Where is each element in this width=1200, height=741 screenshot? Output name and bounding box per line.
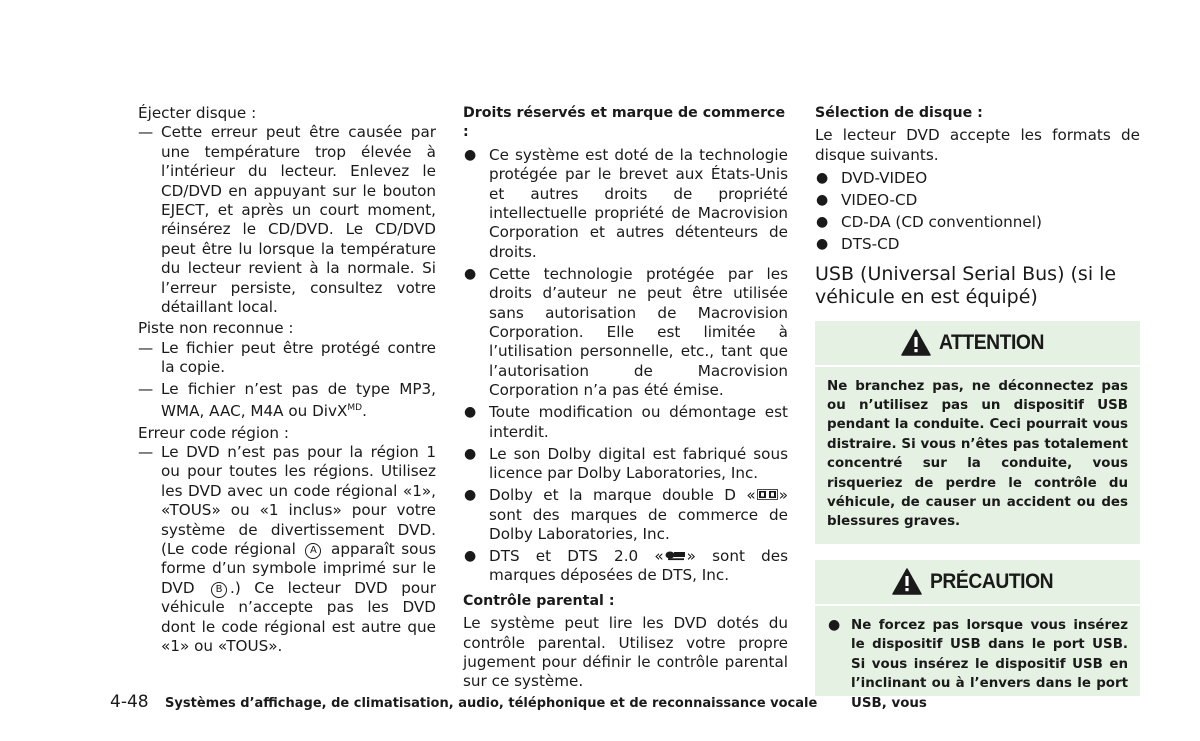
list-item [815, 169, 1140, 188]
region-text-a: Le DVD n’est pas pour la région 1 ou pour toutes les régions. Utilisez les DVD avec un code régional «1», «TOUS» ou «1 inclus» pour votre système de divertissement DVD. (Le code régional [161, 442, 436, 558]
list-item [463, 486, 788, 544]
warning-triangle-icon [892, 568, 922, 595]
rights-text-5b: » sont des marques de commerce de Dolby Laboratories, Inc. [489, 486, 788, 543]
rights-text-2: Cette technologie protégée par les droits d’auteur ne peut être utilisée sans autorisation de Macrovision Corporation. Elle est limitée à l’utilisation personnelle, etc., tant que l’autorisation de Macrovision Corporation n’a pas été émise. [489, 264, 788, 400]
list-item [463, 445, 788, 484]
dash-marker: — [138, 442, 154, 461]
precaution-header [815, 560, 1140, 606]
region-item [138, 443, 436, 656]
dash-marker: — [138, 123, 154, 142]
precaution-box [815, 560, 1140, 711]
track-item-2 [138, 380, 436, 422]
attention-box [815, 321, 1140, 544]
bullet-icon: ● [816, 192, 829, 209]
chapter-title: Systèmes d’affichage, de climatisation, audio, téléphonique et de reconnaissance vocale [165, 696, 818, 711]
parental-text: Le système peut lire les DVD dotés du contrôle parental. Utilisez votre propre jugement pour définir le contrôle parental sur ce système. [463, 614, 788, 691]
bullet-icon: ● [464, 487, 477, 504]
track-text-2: Le fichier n’est pas de type MP3, WMA, AAC, M4A ou DivX [161, 379, 436, 421]
list-item [463, 146, 788, 262]
format-item: DVD-VIDEO [841, 169, 928, 188]
precaution-title: PRÉCAUTION [929, 570, 1053, 594]
list-item [463, 547, 788, 586]
track-text-2-end: . [362, 402, 367, 421]
rights-text-1: Ce système est doté de la technologie protégée par le brevet aux États-Unis et autres droits de propriété intellectuelle propriété de Macrovision Corporation et autres détenteurs de droits. [489, 145, 788, 261]
page-footer [110, 692, 817, 712]
rights-text-6a: DTS et DTS 2.0 « [489, 546, 664, 565]
page-number: 4-48 [110, 692, 149, 712]
dash-marker: — [138, 338, 154, 357]
eject-text: Cette erreur peut être causée par une température trop élevée à l’intérieur du lecteur. Enlevez le CD/DVD en appuyant sur le bouton EJECT, et après un court moment, réinsérez le CD/DVD. Le CD/DVD peut être lu lorsque la température du lecteur revient à la normale. Si l’erreur persiste, consultez votre détaillant local. [161, 123, 436, 317]
usb-section-title: USB (Universal Serial Bus) (si le véhicule en est équipé) [815, 262, 1117, 308]
bullet-icon: ● [828, 616, 841, 633]
circled-b-icon: B [211, 582, 227, 598]
column-left [138, 104, 436, 658]
list-item [815, 213, 1140, 232]
bullet-icon: ● [464, 445, 477, 462]
attention-text: Ne branchez pas, ne déconnectez pas ou n’utilisez pas un dispositif USB pendant la conduite. Ceci pourrait vous distraire. Si vous n’êtes pas totalement concentré sur la conduite, vous risqueriez de perdre le contrôle du véhicule, de causer un accident ou des blessures graves. [827, 378, 1128, 530]
attention-title: ATTENTION [939, 330, 1045, 354]
precaution-text: Ne forcez pas lorsque vous insérez le dispositif USB dans le port USB. Si vous insérez le dispositif USB en l’inclinant ou à l’envers dans le port USB, vous [851, 617, 1128, 711]
disc-text: Le lecteur DVD accepte les formats de disque suivants. [815, 126, 1140, 164]
warning-triangle-icon [901, 329, 931, 356]
format-item: CD-DA (CD conventionnel) [841, 213, 1042, 232]
dts-logo-icon [665, 550, 686, 561]
region-text-c: .) Ce lecteur DVD pour véhicule n’accepte pas les DVD dont le code régional est autre que «1» ou «TOUS». [161, 578, 436, 656]
bullet-icon: ● [464, 146, 477, 163]
list-item [827, 616, 1128, 713]
format-item: DTS-CD [841, 235, 900, 254]
column-right [815, 104, 1140, 711]
parental-heading: Contrôle parental : [463, 592, 615, 609]
rights-text-4: Le son Dolby digital est fabriqué sous licence par Dolby Laboratories, Inc. [489, 444, 788, 483]
precaution-body [815, 606, 1140, 725]
list-item [815, 235, 1140, 254]
bullet-icon: ● [816, 236, 829, 253]
rights-text-3: Toute modification ou démontage est interdit. [489, 403, 788, 441]
trademark-sup: MD [347, 403, 363, 414]
format-item: VIDEO-CD [841, 191, 918, 210]
list-item [463, 403, 788, 442]
eject-heading: Éjecter disque : [138, 104, 257, 122]
dolby-logo-icon [757, 489, 778, 500]
region-text-b: apparaît sous forme d’un symbole imprimé sur le DVD [161, 540, 436, 597]
bullet-icon: ● [816, 214, 829, 231]
bullet-icon: ● [816, 170, 829, 187]
list-item [463, 265, 788, 401]
bullet-icon: ● [464, 265, 477, 282]
rights-heading: Droits réservés et marque de commerce : [463, 105, 786, 141]
region-heading: Erreur code région : [138, 423, 289, 442]
bullet-icon: ● [464, 547, 477, 564]
dash-marker: — [138, 379, 154, 398]
list-item [815, 191, 1140, 210]
bullet-icon: ● [464, 404, 477, 421]
track-item-1 [138, 339, 436, 378]
eject-item [138, 123, 436, 317]
disc-heading: Sélection de disque : [815, 105, 983, 121]
rights-text-6b: » sont des marques déposées de DTS, Inc. [489, 546, 788, 585]
column-middle [463, 104, 788, 692]
track-heading: Piste non reconnue : [138, 319, 294, 338]
attention-header [815, 321, 1140, 367]
rights-text-5a: Dolby et la marque double D « [489, 486, 756, 505]
circled-a-icon: A [305, 543, 321, 559]
track-text-1: Le fichier peut être protégé contre la copie. [161, 338, 436, 377]
